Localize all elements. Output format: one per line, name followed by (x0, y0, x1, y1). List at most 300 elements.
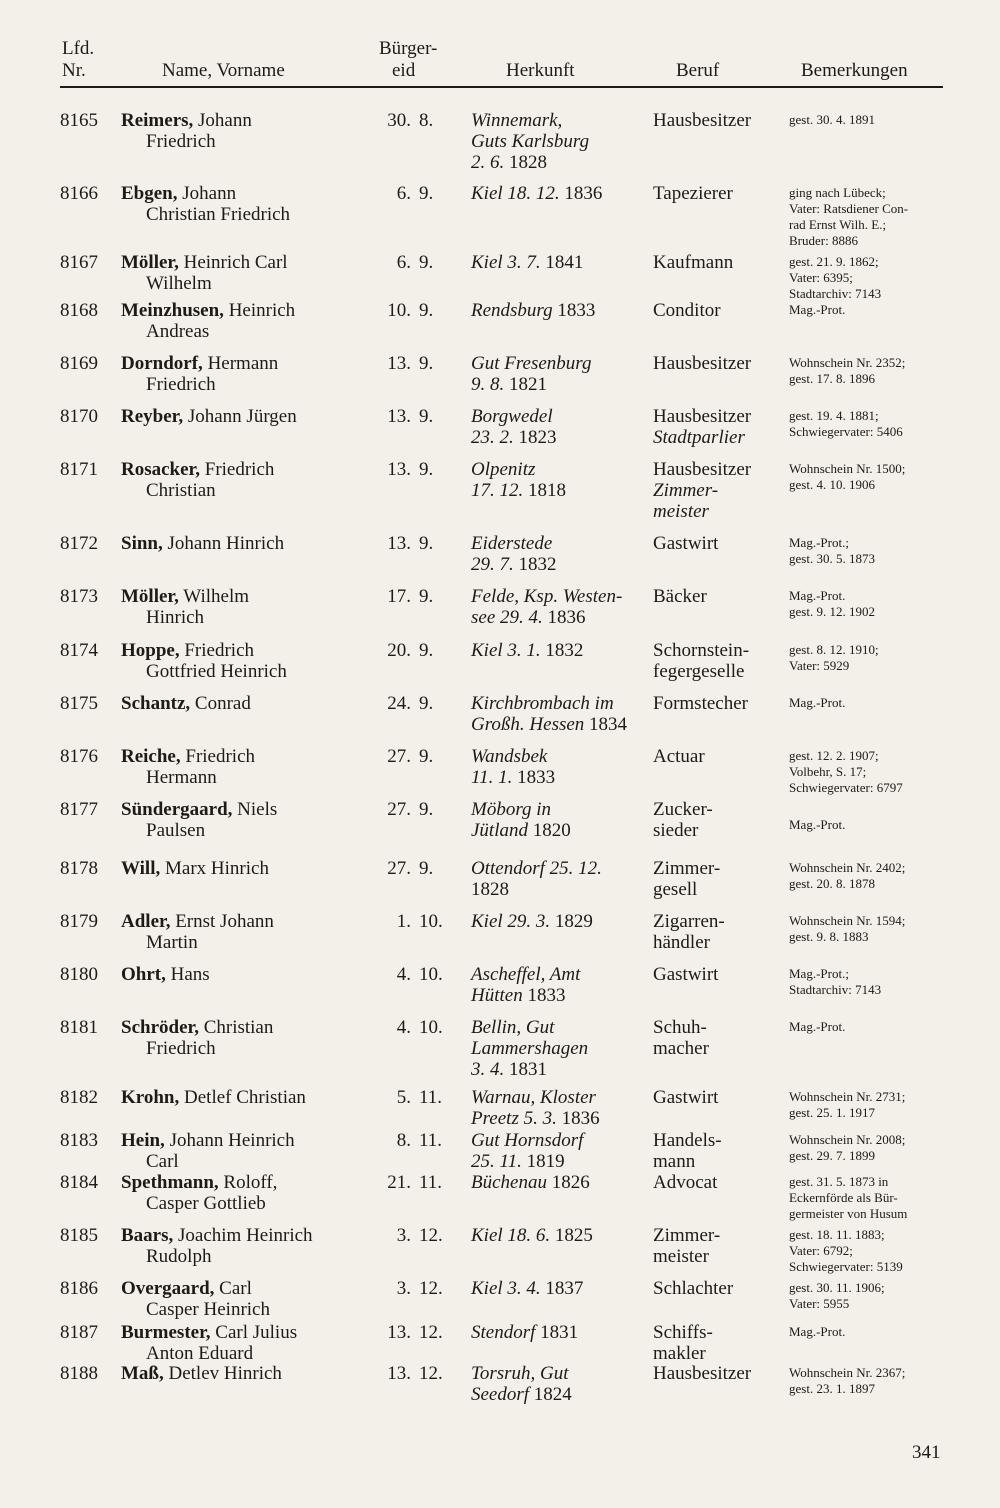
oath-month: 9. (419, 252, 434, 273)
given-names-cont: Christian (146, 480, 216, 501)
surname: Schantz, (121, 693, 191, 714)
origin-line: Torsruh, Gut (471, 1363, 569, 1384)
origin-line: Kirchbrombach im (471, 693, 614, 714)
oath-month: 12. (419, 1322, 443, 1343)
surname: Maß, (121, 1363, 164, 1384)
remark-line: gest. 9. 12. 1902 (789, 604, 875, 619)
remarks (789, 964, 954, 998)
entry-number: 8165 (60, 110, 98, 131)
occupation-line: Schornstein- (653, 640, 750, 661)
remark-line: Mag.-Prot. (789, 817, 846, 832)
person-name (121, 183, 383, 225)
occupation (653, 746, 785, 767)
occupation-line: Hausbesitzer (653, 1363, 752, 1384)
origin-line: Eiderstede (471, 533, 553, 554)
occupation (653, 1225, 785, 1267)
oath-month: 12. (419, 1278, 443, 1299)
header-eid: eid (392, 60, 416, 81)
remark-line: Volbehr, S. 17; (789, 764, 867, 779)
occupation-line: Schlachter (653, 1278, 734, 1299)
given-names-cont: Friedrich (146, 1038, 216, 1059)
occupation-line: Tapezierer (653, 183, 733, 204)
remark-line: gest. 19. 4. 1881; (789, 408, 879, 423)
surname: Hoppe, (121, 640, 180, 661)
origin (471, 1278, 651, 1299)
oath-month: 10. (419, 911, 443, 932)
person-name (121, 459, 383, 501)
occupation (653, 799, 785, 841)
origin-line: Ottendorf 25. 12. (471, 858, 602, 879)
origin-line: Warnau, Kloster (471, 1087, 596, 1108)
given-names: Carl Julius (210, 1322, 298, 1343)
oath-day: 20. (387, 640, 411, 661)
remark-line: gest. 4. 10. 1906 (789, 477, 875, 492)
surname: Dorndorf, (121, 353, 203, 374)
origin (471, 533, 651, 575)
occupation-line: Zucker- (653, 799, 713, 820)
surname: Will, (121, 858, 161, 879)
origin-line: Rendsburg 1833 (471, 300, 596, 321)
remarks (789, 911, 954, 945)
origin-line: Seedorf 1824 (471, 1384, 572, 1405)
remark-line: gest. 12. 2. 1907; (789, 748, 879, 763)
occupation-line: Handels- (653, 1130, 722, 1151)
surname: Spethmann, (121, 1172, 219, 1193)
header-rule (60, 86, 943, 88)
origin (471, 183, 651, 204)
header-beruf: Beruf (676, 60, 720, 81)
origin-line: Gut Fresenburg (471, 353, 592, 374)
origin (471, 252, 651, 273)
given-names: Friedrich (180, 746, 256, 767)
oath-day: 6. (396, 183, 411, 204)
oath-month: 9. (419, 353, 434, 374)
oath-month: 11. (419, 1087, 443, 1108)
surname: Hein, (121, 1130, 165, 1151)
given-names-cont: Rudolph (146, 1246, 212, 1267)
remark-line: ging nach Lübeck; (789, 185, 886, 200)
given-names-cont: Wilhelm (146, 273, 212, 294)
person-name (121, 1322, 383, 1364)
entry-number: 8176 (60, 746, 98, 767)
occupation (653, 406, 785, 448)
oath-month: 9. (419, 459, 434, 480)
surname: Baars, (121, 1225, 174, 1246)
origin-line: Lammershagen (471, 1038, 589, 1059)
surname: Sündergaard, (121, 799, 233, 820)
entry-number: 8178 (60, 858, 98, 879)
oath-month: 10. (419, 964, 443, 985)
remarks (789, 693, 954, 711)
given-names-cont: Friedrich (146, 131, 216, 152)
oath-day: 4. (396, 964, 411, 985)
given-names-cont: Hermann (146, 767, 217, 788)
origin-line: 17. 12. 1818 (471, 480, 566, 501)
origin (471, 300, 651, 321)
occupation (653, 300, 785, 321)
entry-number: 8166 (60, 183, 98, 204)
entry-number: 8182 (60, 1087, 98, 1108)
oath-day: 13. (387, 406, 411, 427)
occupation (653, 110, 785, 131)
given-names: Conrad (190, 693, 251, 714)
origin-line: Großh. Hessen 1834 (471, 714, 628, 735)
oath-month: 11. (419, 1172, 443, 1193)
oath-month: 9. (419, 693, 434, 714)
entry-number: 8185 (60, 1225, 98, 1246)
oath-day: 13. (387, 533, 411, 554)
person-name (121, 1225, 383, 1267)
entry-number: 8172 (60, 533, 98, 554)
occupation-line: Zigarren- (653, 911, 725, 932)
remark-line: Wohnschein Nr. 2367; (789, 1365, 906, 1380)
origin-line: Jütland 1820 (471, 820, 571, 841)
occupation-line: macher (653, 1038, 709, 1059)
given-names-cont: Hinrich (146, 607, 205, 628)
remarks (789, 1087, 954, 1121)
occupation-line: mann (653, 1151, 696, 1172)
occupation (653, 911, 785, 953)
origin (471, 1130, 651, 1172)
remark-line: Wohnschein Nr. 2008; (789, 1132, 906, 1147)
given-names: Friedrich (200, 459, 275, 480)
surname: Ebgen, (121, 183, 178, 204)
origin-line: 1828 (471, 879, 509, 900)
occupation (653, 183, 785, 204)
person-name (121, 1363, 383, 1384)
occupation (653, 586, 785, 607)
header-buerger: Bürger- (379, 38, 438, 59)
occupation-line: Gastwirt (653, 964, 719, 985)
header-herkunft: Herkunft (506, 60, 575, 81)
origin-line: 2. 6. 1828 (471, 152, 547, 173)
person-name (121, 353, 383, 395)
origin-line: Büchenau 1826 (471, 1172, 590, 1193)
entry-number: 8184 (60, 1172, 98, 1193)
remarks (789, 300, 954, 318)
remark-line: gest. 8. 12. 1910; (789, 642, 879, 657)
oath-day: 8. (396, 1130, 411, 1151)
occupation-line: Zimmer- (653, 480, 719, 501)
remark-line: gest. 29. 7. 1899 (789, 1148, 875, 1163)
occupation-line: Schuh- (653, 1017, 707, 1038)
origin (471, 1322, 651, 1343)
given-names: Detlef Christian (179, 1087, 306, 1108)
given-names-cont: Martin (146, 932, 198, 953)
origin-line: see 29. 4. 1836 (471, 607, 586, 628)
remark-line: gest. 30. 5. 1873 (789, 551, 875, 566)
remark-line: Stadtarchiv: 7143 (789, 286, 882, 301)
surname: Rosacker, (121, 459, 200, 480)
origin (471, 1017, 651, 1080)
person-name (121, 1172, 383, 1214)
origin (471, 746, 651, 788)
entry-number: 8173 (60, 586, 98, 607)
occupation-line: Advocat (653, 1172, 718, 1193)
header-lfd: Lfd. (62, 38, 95, 59)
remarks (789, 252, 954, 302)
page-number: 341 (912, 1442, 941, 1463)
given-names: Johann (177, 183, 237, 204)
surname: Krohn, (121, 1087, 180, 1108)
remark-line: Mag.-Prot. (789, 1324, 846, 1339)
remark-line: gest. 31. 5. 1873 in (789, 1174, 889, 1189)
remark-line: gest. 20. 8. 1878 (789, 876, 875, 891)
surname: Reiche, (121, 746, 181, 767)
remark-line: Eckernförde als Bür- (789, 1190, 898, 1205)
given-names: Heinrich (223, 300, 296, 321)
remark-line: germeister von Husum (789, 1206, 908, 1221)
given-names: Heinrich Carl (178, 252, 288, 273)
occupation-line: Zimmer- (653, 858, 721, 879)
remark-line: gest. 21. 9. 1862; (789, 254, 879, 269)
origin (471, 1363, 651, 1405)
occupation-line: sieder (653, 820, 699, 841)
occupation-line: Zimmer- (653, 1225, 721, 1246)
person-name (121, 406, 383, 427)
oath-month: 9. (419, 640, 434, 661)
surname: Sinn, (121, 533, 163, 554)
oath-month: 8. (419, 110, 434, 131)
entry-number: 8174 (60, 640, 98, 661)
surname: Reyber, (121, 406, 184, 427)
occupation-line: Actuar (653, 746, 705, 767)
person-name (121, 1087, 383, 1108)
remarks (789, 586, 954, 620)
header-name: Name, Vorname (162, 60, 285, 81)
occupation-line: makler (653, 1343, 706, 1364)
entry-number: 8179 (60, 911, 98, 932)
oath-day: 27. (387, 858, 411, 879)
remarks (789, 746, 954, 796)
person-name (121, 799, 383, 841)
origin-line: Bellin, Gut (471, 1017, 555, 1038)
origin (471, 799, 651, 841)
oath-day: 21. (387, 1172, 411, 1193)
remark-line: gest. 23. 1. 1897 (789, 1381, 875, 1396)
oath-day: 13. (387, 1322, 411, 1343)
remark-line: Wohnschein Nr. 1500; (789, 461, 906, 476)
occupation (653, 1087, 785, 1108)
origin-line: Kiel 29. 3. 1829 (471, 911, 593, 932)
remark-line: gest. 9. 8. 1883 (789, 929, 869, 944)
occupation (653, 1363, 785, 1384)
oath-day: 4. (396, 1017, 411, 1038)
occupation-line: Hausbesitzer (653, 406, 752, 427)
oath-month: 9. (419, 858, 434, 879)
origin-line: 3. 4. 1831 (471, 1059, 547, 1080)
remark-line: gest. 18. 11. 1883; (789, 1227, 885, 1242)
person-name (121, 1017, 383, 1059)
origin-line: 23. 2. 1823 (471, 427, 557, 448)
origin (471, 1172, 651, 1193)
occupation-line: Hausbesitzer (653, 353, 752, 374)
person-name (121, 533, 383, 554)
oath-day: 6. (396, 252, 411, 273)
remarks (789, 1322, 954, 1340)
surname: Overgaard, (121, 1278, 215, 1299)
oath-day: 1. (396, 911, 411, 932)
origin-line: Ascheffel, Amt (471, 964, 581, 985)
oath-day: 24. (387, 693, 411, 714)
occupation (653, 640, 785, 682)
given-names: Joachim Heinrich (173, 1225, 313, 1246)
origin-line: Kiel 3. 7. 1841 (471, 252, 584, 273)
occupation (653, 858, 785, 900)
remark-line: Stadtarchiv: 7143 (789, 982, 882, 997)
remarks (789, 459, 954, 493)
remark-line: gest. 30. 4. 1891 (789, 112, 875, 127)
remarks (789, 110, 954, 128)
oath-day: 27. (387, 799, 411, 820)
header-bemerkungen: Bemerkungen (801, 60, 908, 81)
entry-number: 8186 (60, 1278, 98, 1299)
given-names-cont: Anton Eduard (146, 1343, 254, 1364)
oath-day: 3. (396, 1278, 411, 1299)
person-name (121, 110, 383, 152)
oath-day: 17. (387, 586, 411, 607)
remark-line: Schwiegervater: 5139 (789, 1259, 903, 1274)
remarks (789, 799, 954, 833)
origin (471, 1087, 651, 1129)
entry-number: 8181 (60, 1017, 98, 1038)
given-names: Johann (193, 110, 252, 131)
remarks (789, 1363, 954, 1397)
remarks (789, 533, 954, 567)
given-names-cont: Friedrich (146, 374, 216, 395)
occupation-line: Kaufmann (653, 252, 734, 273)
oath-day: 10. (387, 300, 411, 321)
oath-month: 9. (419, 406, 434, 427)
remarks (789, 640, 954, 674)
origin-line: Kiel 18. 12. 1836 (471, 183, 603, 204)
occupation (653, 1130, 785, 1172)
remarks (789, 183, 954, 249)
remarks (789, 1172, 954, 1222)
origin-line: Wandsbek (471, 746, 548, 767)
origin-line: Gut Hornsdorf (471, 1130, 584, 1151)
entry-number: 8183 (60, 1130, 98, 1151)
remarks (789, 1225, 954, 1275)
origin-line: Stendorf 1831 (471, 1322, 579, 1343)
given-names: Wilhelm (178, 586, 250, 607)
given-names-cont: Gottfried Heinrich (146, 661, 287, 682)
given-names-cont: Carl (146, 1151, 179, 1172)
origin (471, 858, 651, 900)
origin-line: Felde, Ksp. Westen- (471, 586, 623, 607)
occupation (653, 533, 785, 554)
occupation (653, 1278, 785, 1299)
remarks (789, 1130, 954, 1164)
oath-month: 9. (419, 586, 434, 607)
oath-month: 12. (419, 1225, 443, 1246)
remark-line: Mag.-Prot.; (789, 535, 849, 550)
occupation-line: Formstecher (653, 693, 748, 714)
person-name (121, 1130, 383, 1172)
oath-day: 3. (396, 1225, 411, 1246)
occupation (653, 459, 785, 522)
origin-line: Borgwedel (471, 406, 553, 427)
oath-month: 9. (419, 533, 434, 554)
occupation-line: Hausbesitzer (653, 110, 752, 131)
person-name (121, 1278, 383, 1320)
surname: Burmester, (121, 1322, 211, 1343)
occupation-line: Schiffs- (653, 1322, 713, 1343)
occupation-line: Conditor (653, 300, 721, 321)
origin-line: Hütten 1833 (471, 985, 566, 1006)
surname: Reimers, (121, 110, 194, 131)
given-names: Carl (214, 1278, 252, 1299)
occupation (653, 964, 785, 985)
origin (471, 693, 651, 735)
given-names-cont: Casper Heinrich (146, 1299, 270, 1320)
origin-line: Winnemark, (471, 110, 563, 131)
remark-line: Schwiegervater: 6797 (789, 780, 903, 795)
header-nr: Nr. (62, 60, 86, 81)
remarks (789, 1017, 954, 1035)
entry-number: 8175 (60, 693, 98, 714)
oath-month: 11. (419, 1130, 443, 1151)
oath-month: 12. (419, 1363, 443, 1384)
remark-line: rad Ernst Wilh. E.; (789, 217, 887, 232)
entry-number: 8188 (60, 1363, 98, 1384)
given-names: Johann Jürgen (183, 406, 297, 427)
occupation (653, 353, 785, 374)
entry-number: 8171 (60, 459, 98, 480)
remark-line: Mag.-Prot. (789, 695, 846, 710)
surname: Adler, (121, 911, 171, 932)
given-names-cont: Andreas (146, 321, 210, 342)
origin (471, 353, 651, 395)
person-name (121, 693, 383, 714)
remark-line: gest. 25. 1. 1917 (789, 1105, 875, 1120)
oath-month: 9. (419, 300, 434, 321)
person-name (121, 858, 383, 879)
remark-line: Vater: Ratsdiener Con- (789, 201, 909, 216)
remark-line: Wohnschein Nr. 2352; (789, 355, 906, 370)
remark-line: gest. 30. 11. 1906; (789, 1280, 885, 1295)
remark-line: Wohnschein Nr. 2731; (789, 1089, 906, 1104)
entry-number: 8180 (60, 964, 98, 985)
given-names: Johann Heinrich (164, 1130, 295, 1151)
oath-month: 9. (419, 799, 434, 820)
remark-line: Bruder: 8886 (789, 233, 858, 248)
given-names-cont: Paulsen (146, 820, 206, 841)
person-name (121, 911, 383, 953)
occupation-line: fegergeselle (653, 661, 745, 682)
oath-day: 13. (387, 1363, 411, 1384)
table-header (0, 38, 1000, 86)
remarks (789, 858, 954, 892)
remark-line: Mag.-Prot. (789, 1019, 846, 1034)
oath-month: 9. (419, 183, 434, 204)
surname: Schröder, (121, 1017, 199, 1038)
oath-month: 9. (419, 746, 434, 767)
oath-day: 30. (387, 110, 411, 131)
remark-line: Vater: 5955 (789, 1296, 850, 1311)
oath-day: 27. (387, 746, 411, 767)
person-name (121, 252, 383, 294)
given-names: Roloff, (218, 1172, 278, 1193)
remark-line: Mag.-Prot. (789, 302, 846, 317)
entry-number: 8187 (60, 1322, 98, 1343)
oath-day: 5. (396, 1087, 411, 1108)
origin-line: Kiel 18. 6. 1825 (471, 1225, 593, 1246)
remark-line: gest. 17. 8. 1896 (789, 371, 875, 386)
oath-month: 10. (419, 1017, 443, 1038)
person-name (121, 300, 383, 342)
given-names: Johann Hinrich (162, 533, 285, 554)
